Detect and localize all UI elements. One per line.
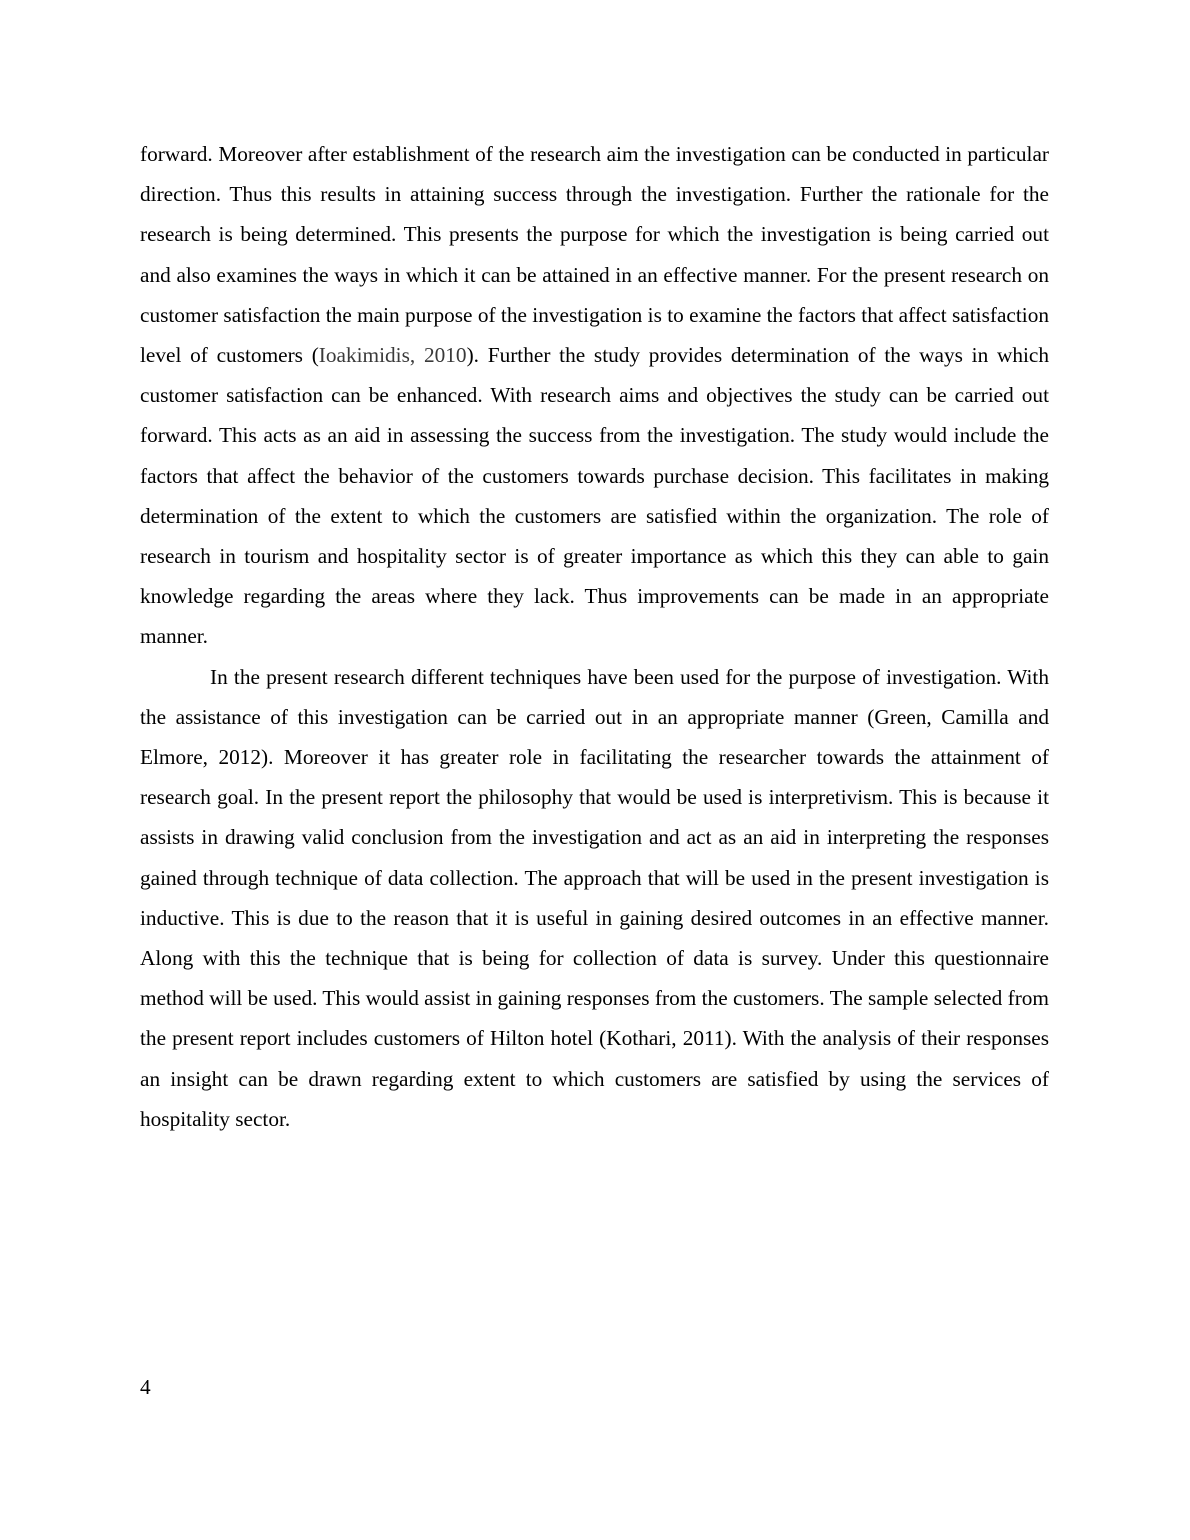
body-text xyxy=(140,134,1049,1139)
paragraph-1-text-a: forward. Moreover after establishment of the research aim the investigation can be conducted in particular direction. Thus this results in attaining success through the investigation. Further the rationale for the research is being determined. This presents the purpose for which the investigation is being carried out and also examines the ways in which it can be attained in an effective manner. For the present research on customer satisfaction the main purpose of the investigation is to examine the factors that affect satisfaction level of customers ( xyxy=(140,142,1049,368)
paragraph-2: In the present research different techniques have been used for the purpose of investigation. With the assistance of this investigation can be carried out in an appropriate manner (Green, Camilla and Elmore, 2012). Moreover it has greater role in facilitating the researcher towards the attainment of research goal. In the present report the philosophy that would be used is interpretivism. This is because it assists in drawing valid conclusion from the investigation and act as an aid in interpreting the responses gained through technique of data collection. The approach that will be used in the present investigation is inductive. This is due to the reason that it is useful in gaining desired outcomes in an effective manner. Along with this the technique that is being for collection of data is survey. Under this questionnaire method will be used. This would assist in gaining responses from the customers. The sample selected from the present report includes customers of Hilton hotel (Kothari, 2011). With the analysis of their responses an insight can be drawn regarding extent to which customers are satisfied by using the services of hospitality sector. xyxy=(140,664,1049,1131)
citation-ioakimidis: Ioakimidis, 2010 xyxy=(318,343,467,368)
paragraph-1-text-b: ). Further the study provides determination of the ways in which customer satisfaction can be enhanced. With research aims and objectives the study can be carried out forward. This acts as an aid in assessing the success from the investigation. The study would include the factors that affect the behavior of the customers towards purchase decision. This facilitates in making determination of the extent to which the customers are satisfied within the organization. The role of research in tourism and hospitality sector is of greater importance as which this they can able to gain knowledge regarding the areas where they lack. Thus improvements can be made in an appropriate manner. xyxy=(140,343,1050,649)
paragraph-1 xyxy=(140,134,1049,657)
page-number: 4 xyxy=(140,1375,151,1399)
